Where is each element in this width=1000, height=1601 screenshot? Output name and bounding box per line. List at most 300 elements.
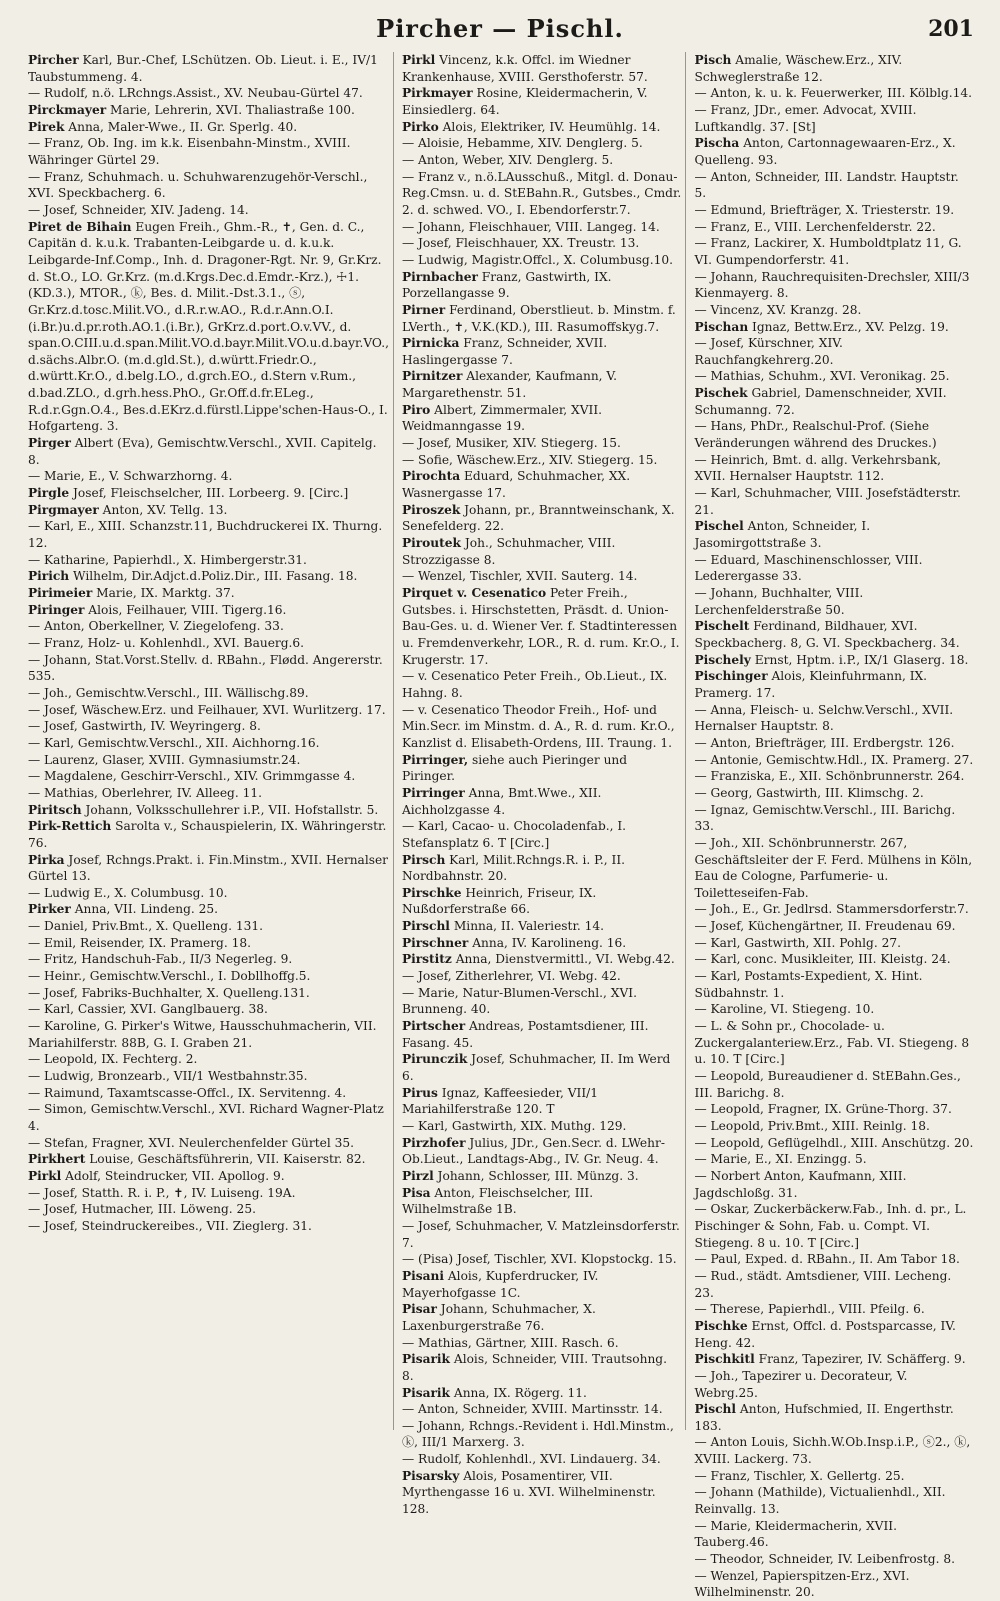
entry-text: Amalie, Wäschew.Erz., XIV. Schweglerstraße 12. xyxy=(694,53,903,84)
entry-text: Josef, Rchngs.Prakt. i. Fin.Minstm., XVII. Hernalser Gürtel 13. xyxy=(28,852,389,884)
directory-entry xyxy=(402,368,682,401)
directory-entry xyxy=(694,668,974,701)
entry-text: — Franz, Schuhmach. u. Schuhwarenzugehör-Verschl., XVI. Speckbacherg. 6. xyxy=(28,169,368,201)
entry-text: Joh., Schuhmacher, VIII. Strozzigasse 8. xyxy=(401,536,616,567)
entry-text: Wilhelm, Dir.Adjct.d.Poliz.Dir., III. Fasang. 18. xyxy=(69,569,358,584)
entry-surname: Pischa xyxy=(694,136,740,151)
entry-text: — Josef, Kürschner, XIV. Rauchfangkehrerg.20. xyxy=(694,336,843,367)
directory-entry xyxy=(694,901,974,918)
directory-entry xyxy=(694,1151,974,1168)
directory-entry xyxy=(694,1484,974,1517)
entry-text: Alois, Elektriker, IV. Heumühlg. 14. xyxy=(438,119,661,134)
directory-entry xyxy=(694,368,974,385)
directory-entry xyxy=(694,918,974,935)
directory-entry xyxy=(402,951,682,968)
directory-entry xyxy=(402,152,682,169)
directory-columns xyxy=(28,52,978,1600)
directory-entry xyxy=(694,1001,974,1018)
entry-text: Anton, XV. Tellg. 13. xyxy=(98,502,228,517)
entry-text: Eduard, Schuhmacher, XX. Wasnergasse 17. xyxy=(401,469,631,501)
entry-text: — Ludwig, Bronzearb., VII/1 Westbahnstr.35. xyxy=(28,1069,308,1084)
directory-entry xyxy=(28,169,389,202)
directory-entry xyxy=(28,135,389,168)
entry-text: Alois, Feilhauer, VIII. Tigerg.16. xyxy=(84,602,287,617)
directory-entry xyxy=(28,768,389,785)
entry-text: — Marie, E., XI. Enzingg. 5. xyxy=(694,1152,867,1167)
directory-entry xyxy=(402,335,682,368)
directory-entry xyxy=(694,935,974,952)
entry-text: — Josef, Steindruckereibes., VII. Zieglerg. 31. xyxy=(28,1218,312,1233)
entry-text: — Joh., E., Gr. Jedlrsd. Stammersdorferstr.7. xyxy=(694,902,969,917)
entry-text: siehe auch Pieringer und Piringer. xyxy=(401,752,628,784)
entry-surname: Pirochta xyxy=(401,469,461,484)
directory-entry xyxy=(694,385,974,418)
directory-entry xyxy=(28,52,389,85)
entry-surname: Pirimeier xyxy=(28,586,93,600)
entry-surname: Piritsch xyxy=(28,802,82,817)
directory-entry xyxy=(694,552,974,585)
directory-entry xyxy=(402,52,682,85)
entry-surname: Pirkmayer xyxy=(401,86,473,101)
page-header xyxy=(0,14,1000,50)
directory-entry xyxy=(402,1085,682,1118)
directory-entry xyxy=(28,119,389,136)
entry-text: Minna, II. Valeriestr. 14. xyxy=(449,919,605,934)
directory-entry xyxy=(694,1101,974,1118)
entry-text: — Magdalene, Geschirr-Verschl., XIV. Grimmgasse 4. xyxy=(28,769,356,784)
directory-entry xyxy=(402,402,682,435)
column-2 xyxy=(401,52,687,1517)
entry-surname: Pisarik xyxy=(401,1352,451,1367)
directory-entry xyxy=(28,718,389,735)
entry-text: Anton, Cartonnagewaaren-Erz., X. Quelleng. 93. xyxy=(694,136,956,167)
entry-text: Sarolta v., Schauspielerin, IX. Währingerstr. 76. xyxy=(28,819,387,850)
entry-text: — Aloisie, Hebamme, XIV. Denglerg. 5. xyxy=(401,136,643,151)
directory-entry xyxy=(402,85,682,118)
directory-entry xyxy=(402,1385,682,1402)
entry-surname: Pirnitzer xyxy=(401,369,463,384)
directory-entry xyxy=(694,1068,974,1101)
directory-entry xyxy=(28,918,389,935)
entry-text: — Franziska, E., XII. Schönbrunnerstr. 264. xyxy=(694,769,965,784)
entry-text: — L. & Sohn pr., Chocolade- u. Zuckergalanteriew.Erz., Fab. VI. Stiegeng. 8 u. 10. T [Circ.] xyxy=(694,1019,970,1067)
directory-entry xyxy=(694,1401,974,1434)
entry-text: Andreas, Postamtsdiener, III. Fasang. 45. xyxy=(401,1019,649,1050)
directory-entry xyxy=(402,785,682,818)
entry-text: — Mathias, Oberlehrer, IV. Alleeg. 11. xyxy=(28,785,262,800)
entry-surname: Pisch xyxy=(694,53,732,67)
directory-entry xyxy=(28,568,389,585)
directory-entry xyxy=(28,485,389,502)
entry-text: — Franz, Tischler, X. Gellertg. 25. xyxy=(694,1468,905,1483)
directory-entry xyxy=(402,1401,682,1418)
entry-text: — Rudolf, n.ö. LRchngs.Assist., XV. Neubau-Gürtel 47. xyxy=(28,86,363,101)
column-3 xyxy=(694,52,978,1600)
directory-entry xyxy=(694,1434,974,1467)
directory-entry xyxy=(694,951,974,968)
directory-entry xyxy=(28,468,389,485)
directory-entry xyxy=(694,1201,974,1251)
entry-text: Peter Freih., Gutsbes. i. Hirschstetten, Präsdt. d. Union-Bau-Ges. u. d. Wiener Ver. f. Stadtinteressen u. Fremdenverkehr, LOR., R. d. rum. Kr.O., I. Krugerstr. 17. xyxy=(401,586,680,667)
entry-text: — Ignaz, Gemischtw.Verschl., III. Barichg. 33. xyxy=(694,802,956,834)
directory-entry xyxy=(28,1085,389,1102)
directory-entry xyxy=(694,269,974,302)
directory-entry xyxy=(694,652,974,669)
entry-surname: Pischke xyxy=(694,1318,748,1333)
directory-entry xyxy=(28,202,389,219)
entry-surname: Pirringer, xyxy=(401,752,469,767)
directory-entry xyxy=(402,502,682,535)
entry-surname: Pirschl xyxy=(401,919,450,934)
directory-entry xyxy=(694,702,974,735)
entry-text: Anna, Dienstvermittl., VI. Webg.42. xyxy=(451,952,675,967)
directory-entry xyxy=(28,752,389,769)
entry-text: Albert (Eva), Gemischtw.Verschl., XVII. Capitelg. 8. xyxy=(28,436,377,467)
entry-text: Anton, Hufschmied, II. Engerthstr. 183. xyxy=(694,1402,954,1433)
entry-text: — Johann, Buchhalter, VIII. Lerchenfelderstraße 50. xyxy=(694,586,864,617)
entry-surname: Pirnicka xyxy=(401,336,460,351)
entry-surname: Pirzl xyxy=(401,1168,434,1183)
entry-surname: Pirunczik xyxy=(401,1052,468,1067)
directory-entry xyxy=(28,818,389,851)
entry-text: — v. Cesenatico Theodor Freih., Hof- und Min.Secr. im Minstm. d. A., R. d. rum. Kr.O., Kanzlist d. Elisabeth-Ordens, III. Traung. 1. xyxy=(401,702,675,750)
entry-text: Franz, Tapezirer, IV. Schäfferg. 9. xyxy=(754,1352,966,1367)
entry-text: — Wenzel, Papierspitzen-Erz., XVI. Wilhelminenstr. 20. xyxy=(694,1568,910,1600)
entry-surname: Pirringer xyxy=(401,785,465,800)
entry-surname: Pischelt xyxy=(694,619,750,634)
entry-text: Ferdinand, Bildhauer, XVI. Speckbacherg. 8, G. VI. Speckbacherg. 34. xyxy=(694,619,960,650)
entry-text: — Leopold, Bureaudiener d. StEBahn.Ges., III. Barichg. 8. xyxy=(694,1069,961,1100)
entry-text: — Johann, Stat.Vorst.Stellv. d. RBahn., Flødd. Angererstr. 535. xyxy=(28,652,383,684)
directory-entry xyxy=(402,918,682,935)
entry-text: — Paul, Exped. d. RBahn., II. Am Tabor 18. xyxy=(694,1252,960,1267)
entry-text: — Leopold, IX. Fechterg. 2. xyxy=(28,1052,198,1067)
directory-entry xyxy=(402,1301,682,1334)
directory-entry xyxy=(694,302,974,319)
directory-entry xyxy=(28,985,389,1002)
directory-entry xyxy=(28,102,389,119)
directory-entry xyxy=(28,901,389,918)
entry-text: — Johann, Rchngs.-Revident i. Hdl.Minstm., ⓚ, III/1 Marxerg. 3. xyxy=(401,1418,674,1450)
directory-entry xyxy=(28,1018,389,1051)
directory-entry xyxy=(402,468,682,501)
entry-surname: Pirquet v. Cesenatico xyxy=(401,586,547,600)
entry-text: — Therese, Papierhdl., VIII. Pfeilg. 6. xyxy=(694,1302,925,1317)
directory-entry xyxy=(694,1168,974,1201)
entry-text: — Hans, PhDr., Realschul-Prof. (Siehe Veränderungen während des Druckes.) xyxy=(694,419,937,451)
directory-entry xyxy=(694,235,974,268)
directory-entry xyxy=(402,1218,682,1251)
entry-text: Adolf, Steindrucker, VII. Apollog. 9. xyxy=(61,1168,285,1183)
directory-entry xyxy=(694,1318,974,1351)
entry-surname: Pirschke xyxy=(401,885,462,900)
directory-entry xyxy=(402,535,682,568)
entry-text: — Laurenz, Glaser, XVIII. Gymnasiumstr.24. xyxy=(28,752,301,767)
directory-entry xyxy=(28,852,389,885)
entry-text: Ernst, Offcl. d. Postsparcasse, IV. Heng. 42. xyxy=(694,1318,956,1350)
entry-text: Alois, Kupferdrucker, IV. Mayerhofgasse 1C. xyxy=(401,1268,599,1300)
entry-surname: Pischel xyxy=(694,519,744,534)
entry-text: — Karl, Cacao- u. Chocoladenfab., I. Stefansplatz 6. T [Circ.] xyxy=(401,819,627,850)
directory-entry xyxy=(694,1351,974,1368)
entry-surname: Pischek xyxy=(694,386,748,401)
directory-entry xyxy=(694,835,974,902)
entry-text: — Johann (Mathilde), Victualienhdl., XII. Reinvallg. 13. xyxy=(694,1485,946,1517)
entry-text: — Josef, Küchengärtner, II. Freudenau 69. xyxy=(694,919,956,934)
entry-text: — Heinr., Gemischtw.Verschl., I. Dobllhoffg.5. xyxy=(28,969,311,984)
entry-text: Josef, Fleischselcher, III. Lorbeerg. 9. [Circ.] xyxy=(69,486,349,501)
column-1 xyxy=(28,52,394,1430)
entry-text: — Joh., XII. Schönbrunnerstr. 267, Geschäftsleiter der F. Ferd. Mülhens in Köln, Eau de Cologne, Parfumerie- u. Toiletteseifen-Fab. xyxy=(694,835,973,900)
entry-text: — Leopold, Fragner, IX. Grüne-Thorg. 37. xyxy=(694,1102,952,1117)
entry-text: — Anton, Schneider, XVIII. Martinsstr. 14. xyxy=(401,1402,663,1417)
directory-entry xyxy=(28,652,389,685)
directory-entry xyxy=(694,1551,974,1568)
directory-entry xyxy=(402,135,682,152)
directory-entry xyxy=(402,1351,682,1384)
directory-entry xyxy=(402,1418,682,1451)
entry-surname: Pischl xyxy=(694,1402,737,1417)
directory-entry xyxy=(694,735,974,752)
entry-text: Anna, VII. Lindeng. 25. xyxy=(70,902,219,917)
directory-entry xyxy=(28,735,389,752)
directory-entry xyxy=(402,235,682,252)
directory-entry xyxy=(694,1135,974,1152)
directory-entry xyxy=(694,1118,974,1135)
directory-entry xyxy=(28,552,389,569)
entry-surname: Piro xyxy=(401,402,431,417)
entry-text: — Franz v., n.ö.LAusschuß., Mitgl. d. Donau-Reg.Cmsn. u. d. StEBahn.R., Gutsbes., Cmdr. 2. d. schwed. VO., I. Ebendorferstr.7. xyxy=(401,169,682,217)
directory-entry xyxy=(694,135,974,168)
entry-surname: Piringer xyxy=(28,602,85,617)
entry-text: Alois, Schneider, VIII. Trautsohng. 8. xyxy=(401,1352,667,1383)
directory-entry xyxy=(694,335,974,368)
entry-text: Marie, Lehrerin, XVI. Thaliastraße 100. xyxy=(106,102,355,117)
entry-text: Ignaz, Kaffeesieder, VII/1 Mariahilferstraße 120. T xyxy=(401,1085,599,1117)
entry-text: Anna, Maler-Wwe., II. Gr. Sperlg. 40. xyxy=(64,119,298,134)
entry-text: — Georg, Gastwirth, III. Klimschg. 2. xyxy=(694,785,924,800)
entry-text: Karl, Milit.Rchngs.R. i. P., II. Nordbahnstr. 20. xyxy=(401,852,626,884)
directory-entry xyxy=(402,585,682,668)
directory-entry xyxy=(28,1168,389,1185)
directory-entry xyxy=(402,1451,682,1468)
entry-surname: Pisa xyxy=(401,1185,431,1200)
entry-surname: Pirka xyxy=(28,852,65,867)
directory-entry xyxy=(28,618,389,635)
entry-surname: Pirzhofer xyxy=(401,1135,466,1150)
directory-entry xyxy=(694,1368,974,1401)
entry-text: — Franz, E., VIII. Lerchenfelderstr. 22. xyxy=(694,219,936,234)
directory-entry xyxy=(28,585,389,602)
entry-text: — Franz, Holz- u. Kohlenhdl., XVI. Bauerg.6. xyxy=(28,635,305,650)
entry-text: — Daniel, Priv.Bmt., X. Quelleng. 131. xyxy=(28,919,263,934)
entry-text: — Emil, Reisender, IX. Pramerg. 18. xyxy=(28,935,251,950)
directory-entry xyxy=(402,668,682,701)
directory-entry xyxy=(694,785,974,802)
directory-entry xyxy=(694,169,974,202)
entry-text: Anna, Bmt.Wwe., XII. Aichholzgasse 4. xyxy=(401,785,602,817)
entry-text: — Anton, k. u. k. Feuerwerker, III. Kölblg.14. xyxy=(694,86,973,101)
entry-surname: Piroutek xyxy=(401,536,461,551)
entry-text: — Anton Louis, Sichh.W.Ob.Insp.i.P., ⓢ2., ⓚ, XVIII. Lackerg. 73. xyxy=(694,1435,971,1467)
entry-text: — Karl, Gastwirth, XIX. Muthg. 129. xyxy=(401,1119,627,1133)
directory-entry xyxy=(402,968,682,985)
directory-entry xyxy=(402,1268,682,1301)
entry-surname: Pisani xyxy=(401,1268,444,1283)
directory-entry xyxy=(694,518,974,551)
entry-text: Alois, Posamentirer, VII. Myrthengasse 16 u. XVI. Wilhelminenstr. 128. xyxy=(401,1468,656,1517)
directory-entry xyxy=(28,219,389,436)
entry-surname: Pirgmayer xyxy=(28,502,99,517)
directory-entry xyxy=(694,485,974,518)
entry-text: — Mathias, Schuhm., XVI. Veronikag. 25. xyxy=(694,369,950,384)
entry-text: Johann, Volksschullehrer i.P., VII. Hofstallstr. 5. xyxy=(81,802,379,817)
directory-entry xyxy=(28,602,389,619)
entry-text: — Marie, Kleidermacherin, XVII. Tauberg.46. xyxy=(694,1518,897,1550)
entry-text: Ernst, Hptm. i.P., IX/1 Glaserg. 18. xyxy=(750,652,969,667)
entry-text: — Fritz, Handschuh-Fab., II/3 Negerleg. 9. xyxy=(28,952,293,967)
entry-surname: Pirnbacher xyxy=(401,269,478,284)
entry-surname: Pisarik xyxy=(401,1385,451,1400)
directory-entry xyxy=(694,1018,974,1068)
directory-entry xyxy=(402,302,682,335)
entry-text: Ferdinand, Oberstlieut. b. Minstm. f. LVerth., ✝, V.K.(KD.), III. Rasumoffskyg.7. xyxy=(401,302,676,334)
entry-text: — Marie, E., V. Schwarzhorng. 4. xyxy=(28,469,233,484)
directory-entry xyxy=(28,785,389,802)
entry-text: — Josef, Statth. R. i. P., ✝, IV. Luiseng. 19A. xyxy=(28,1185,296,1200)
directory-entry xyxy=(402,452,682,469)
entry-text: — Mathias, Gärtner, XIII. Rasch. 6. xyxy=(401,1335,619,1350)
directory-entry xyxy=(402,1135,682,1168)
entry-surname: Pischinger xyxy=(694,669,768,684)
directory-entry xyxy=(402,935,682,952)
entry-surname: Pischan xyxy=(694,319,749,334)
entry-text: — Josef, Schuhmacher, V. Matzleinsdorferstr. 7. xyxy=(401,1218,680,1250)
entry-text: — Karl, Postamts-Expedient, X. Hint. Südbahnstr. 1. xyxy=(694,969,923,1000)
entry-surname: Pisarsky xyxy=(401,1468,460,1483)
entry-text: — Katharine, Papierhdl., X. Himbergerstr.31. xyxy=(28,552,307,567)
entry-text: — Anton, Weber, XIV. Denglerg. 5. xyxy=(401,152,614,167)
entry-text: Albert, Zimmermaler, XVII. Weidmanngasse 19. xyxy=(401,402,603,434)
entry-surname: Pirkl xyxy=(401,53,436,67)
entry-text: Franz, Gastwirth, IX. Porzellangasse 9. xyxy=(401,269,612,301)
directory-entry xyxy=(402,269,682,302)
entry-text: — Stefan, Fragner, XVI. Neulerchenfelder Gürtel 35. xyxy=(28,1135,354,1150)
entry-text: — Rudolf, Kohlenhdl., XVI. Lindauerg. 34. xyxy=(401,1452,661,1467)
directory-entry xyxy=(28,1135,389,1152)
entry-text: — Josef, Hutmacher, III. Löweng. 25. xyxy=(28,1202,256,1217)
entry-text: Johann, Schuhmacher, X. Laxenburgerstraße 76. xyxy=(401,1302,596,1333)
entry-text: Julius, JDr., Gen.Secr. d. LWehr-Ob.Lieut., Landtags-Abg., IV. Gr. Neug. 4. xyxy=(401,1135,665,1167)
directory-entry xyxy=(28,702,389,719)
entry-text: — Anton, Briefträger, III. Erdbergstr. 126. xyxy=(694,735,955,750)
entry-text: Marie, IX. Marktg. 37. xyxy=(92,586,235,600)
directory-entry xyxy=(694,202,974,219)
directory-entry xyxy=(28,1051,389,1068)
entry-surname: Pirk-Rettich xyxy=(28,819,112,834)
entry-text: Gabriel, Damenschneider, XVII. Schumanng. 72. xyxy=(694,386,947,417)
entry-text: Ignaz, Bettw.Erz., XV. Pelzg. 19. xyxy=(748,319,949,334)
directory-entry xyxy=(694,1468,974,1485)
directory-entry xyxy=(402,252,682,269)
directory-entry xyxy=(402,1018,682,1051)
entry-surname: Pisar xyxy=(401,1302,437,1317)
entry-surname: Pirek xyxy=(28,119,65,134)
directory-entry xyxy=(402,119,682,136)
entry-text: — v. Cesenatico Peter Freih., Ob.Lieut., IX. Hahng. 8. xyxy=(401,669,668,700)
directory-entry xyxy=(28,635,389,652)
entry-text: Alexander, Kaufmann, V. Margarethenstr. 51. xyxy=(401,369,617,401)
entry-surname: Piret de Bihain xyxy=(28,219,132,234)
entry-text: — (Pisa) Josef, Tischler, XVI. Klopstockg. 15. xyxy=(401,1252,677,1267)
entry-text: Johann, Schlosser, III. Münzg. 3. xyxy=(433,1168,639,1183)
directory-entry xyxy=(694,1301,974,1318)
directory-entry xyxy=(28,502,389,519)
entry-surname: Pirker xyxy=(28,902,71,917)
directory-entry xyxy=(402,219,682,236)
directory-entry xyxy=(694,102,974,135)
entry-text: — Joh., Gemischtw.Verschl., III. Wällischg.89. xyxy=(28,685,309,700)
directory-entry xyxy=(28,885,389,902)
directory-entry xyxy=(402,752,682,785)
entry-surname: Pirstitz xyxy=(401,952,452,967)
entry-text: Alois, Kleinfuhrmann, IX. Pramerg. 17. xyxy=(694,669,928,700)
entry-text: — Franz, Lackirer, X. Humboldtplatz 11, G. VI. Gumpendorferstr. 41. xyxy=(694,236,962,267)
directory-entry xyxy=(694,1518,974,1551)
directory-entry xyxy=(402,435,682,452)
entry-text: — Franz, JDr., emer. Advocat, XVIII. Luftkandlg. 37. [St] xyxy=(694,102,917,134)
directory-entry xyxy=(694,418,974,451)
directory-entry xyxy=(694,1568,974,1601)
directory-entry xyxy=(694,618,974,651)
directory-entry xyxy=(28,1068,389,1085)
entry-text: — Joh., Tapezirer u. Decorateur, V. Webrg.25. xyxy=(694,1368,908,1400)
directory-entry xyxy=(694,1251,974,1268)
entry-text: — Ludwig E., X. Columbusg. 10. xyxy=(28,885,228,900)
entry-text: — Ludwig, Magistr.Offcl., X. Columbusg.10. xyxy=(401,252,673,267)
entry-text: Josef, Schuhmacher, II. Im Werd 6. xyxy=(401,1052,671,1084)
directory-entry xyxy=(402,1251,682,1268)
directory-entry xyxy=(28,1185,389,1202)
directory-entry xyxy=(402,1168,682,1185)
entry-text: — Johann, Rauchrequisiten-Drechsler, XIII/3 Kienmayerg. 8. xyxy=(694,269,970,301)
directory-entry xyxy=(28,802,389,819)
directory-entry xyxy=(28,935,389,952)
directory-entry xyxy=(402,852,682,885)
entry-surname: Pirgle xyxy=(28,486,70,501)
entry-text: — Karl, Gemischtw.Verschl., XII. Aichhorng.16. xyxy=(28,735,320,750)
entry-text: — Wenzel, Tischler, XVII. Sauterg. 14. xyxy=(401,569,638,584)
directory-entry xyxy=(694,752,974,769)
entry-text: — Antonie, Gemischtw.Hdl., IX. Pramerg. 27. xyxy=(694,752,974,767)
entry-text: — Rud., städt. Amtsdiener, VIII. Lecheng. 23. xyxy=(694,1268,952,1300)
entry-surname: Pirner xyxy=(401,302,446,317)
entry-text: Karl, Bur.-Chef, LSchützen. Ob. Lieut. i. E., IV/1 Taubstummeng. 4. xyxy=(28,53,378,84)
entry-text: — Karl, conc. Musikleiter, III. Kleistg. 24. xyxy=(694,952,951,967)
entry-text: — Vincenz, XV. Kranzg. 28. xyxy=(694,302,862,317)
entry-text: Heinrich, Friseur, IX. Nußdorferstraße 66. xyxy=(401,885,597,917)
page-number: 201 xyxy=(928,16,974,42)
directory-entry xyxy=(694,802,974,835)
entry-text: — Anton, Oberkellner, V. Ziegelofeng. 33. xyxy=(28,619,284,634)
entry-text: — Karl, Cassier, XVI. Ganglbauerg. 38. xyxy=(28,1002,268,1017)
directory-entry xyxy=(402,1118,682,1135)
directory-entry xyxy=(402,985,682,1018)
entry-text: — Leopold, Geflügelhdl., XIII. Anschützg. 20. xyxy=(694,1135,974,1150)
entry-text: — Sofie, Wäschew.Erz., XIV. Stiegerg. 15. xyxy=(401,452,658,467)
directory-entry xyxy=(28,1218,389,1235)
entry-surname: Pirkl xyxy=(28,1168,62,1183)
